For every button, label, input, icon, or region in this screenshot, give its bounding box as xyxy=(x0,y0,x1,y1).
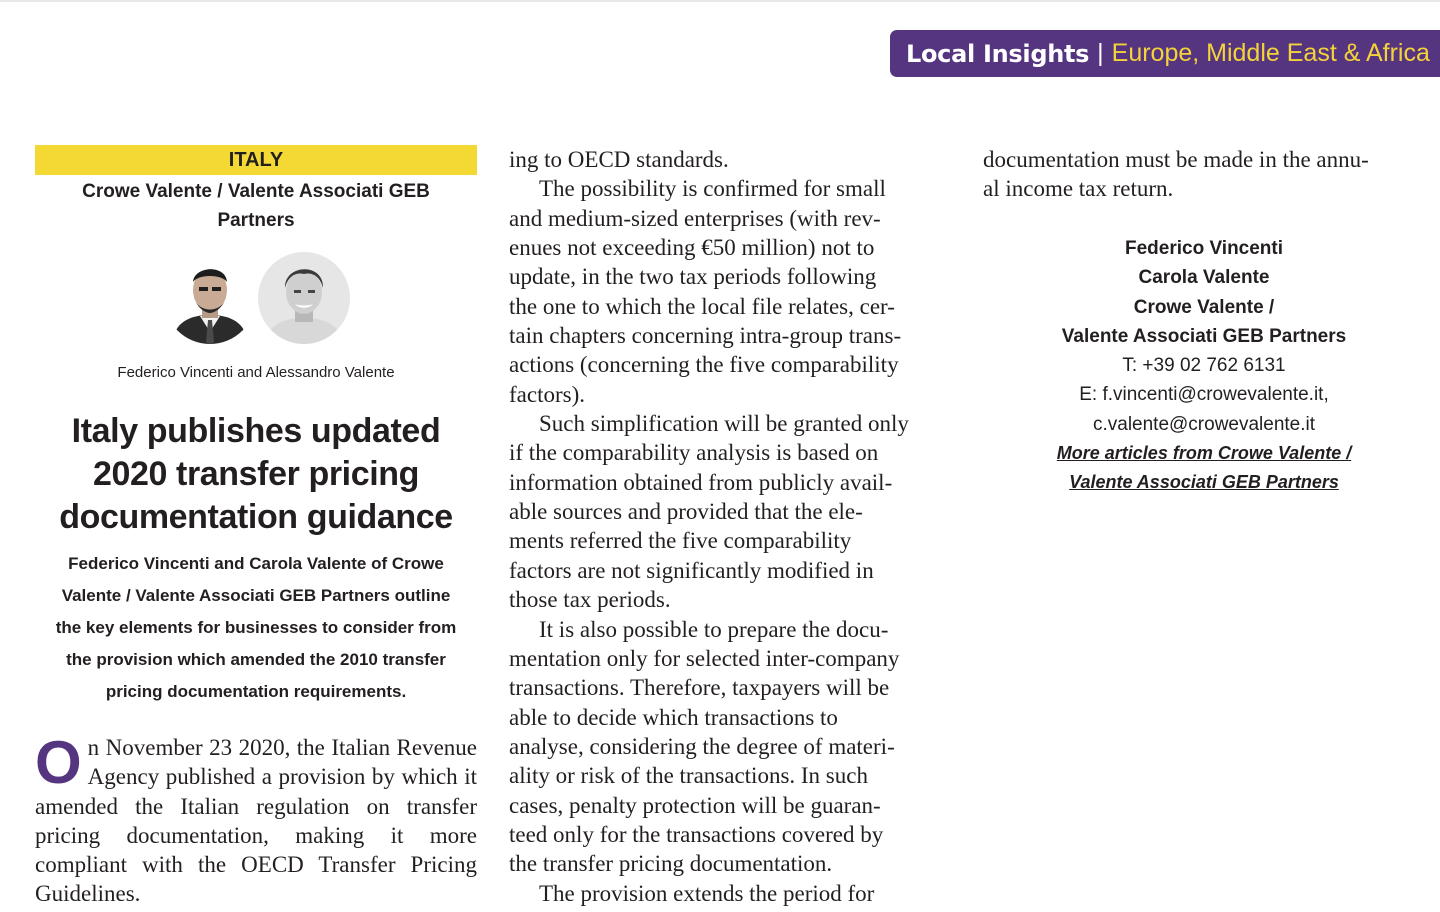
contact-name: Carola Valente xyxy=(1138,267,1270,289)
body-line: analyse, considering the degree of materi- xyxy=(509,733,895,759)
country-label: ITALY xyxy=(35,145,477,175)
standfirst-line: the key elements for businesses to consider from xyxy=(55,618,457,637)
banner-divider: | xyxy=(1097,39,1104,67)
author-photo-federico-vincenti xyxy=(164,252,256,344)
firm-name-line: Partners xyxy=(217,210,295,231)
article-headline xyxy=(35,410,477,539)
body-line: The possibility is confirmed for small xyxy=(539,176,886,202)
body-line: and medium-sized enterprises (with rev- xyxy=(509,205,881,231)
contact-phone: T: +39 02 762 6131 xyxy=(1122,355,1286,377)
firm-name-line: Crowe Valente / Valente Associati GEB xyxy=(82,181,430,202)
body-line: ality or risk of the transactions. In such xyxy=(509,763,868,789)
standfirst-line: pricing documentation requirements. xyxy=(105,682,407,701)
section-title: Local Insights xyxy=(906,39,1090,68)
more-articles-link-line: More articles from Crowe Valente / xyxy=(1056,443,1352,464)
body-line: update, in the two tax periods following xyxy=(509,264,877,290)
body-line: the transfer pricing documentation. xyxy=(509,851,833,877)
body-line: tain chapters concerning intra-group trans- xyxy=(509,323,902,349)
body-line: able sources and provided that the ele- xyxy=(509,499,863,525)
contact-email: E: f.vincenti@crowevalente.it, xyxy=(1079,384,1329,406)
body-line: factors). xyxy=(509,381,585,407)
body-line: factors are not significantly modified in xyxy=(509,557,874,583)
body-line: enues not exceeding €50 million) not to xyxy=(509,235,875,261)
region-title: Europe, Middle East & Africa xyxy=(1111,39,1430,67)
body-line: ing to OECD standards. xyxy=(509,147,729,172)
body-line: able to decide which transactions to xyxy=(509,704,838,730)
body-line: teed only for the transactions covered by xyxy=(509,821,884,847)
contact-name: Federico Vincenti xyxy=(1124,238,1284,259)
author-photo-alessandro-valente xyxy=(258,252,350,344)
more-articles-link[interactable] xyxy=(983,439,1425,468)
intro-text: n November 23 2020, the Italian Revenue Agency published a provision by which it amended the Italian regulation on transfer pricing documentation, making it more compliant with the OECD Transfer Pricing Guidelines. xyxy=(35,735,477,907)
body-line: cases, penalty protection will be guaran- xyxy=(509,792,881,818)
headline-line: documentation guidance xyxy=(59,498,453,536)
body-line: information obtained from publicly avail- xyxy=(509,469,893,495)
body-line: actions (concerning the five comparability xyxy=(509,352,899,378)
body-line: ments referred the five comparability xyxy=(509,528,852,554)
author-contact-block xyxy=(983,234,1425,498)
headline-line: Italy publishes updated xyxy=(71,412,441,450)
body-line: documentation must be made in the annu- xyxy=(983,147,1369,172)
body-line: if the comparability analysis is based on xyxy=(509,440,879,466)
photo-caption: Federico Vincenti and Alessandro Valente xyxy=(117,364,395,381)
body-line: The provision extends the period for xyxy=(539,880,875,906)
body-line: transactions. Therefore, taxpayers will be xyxy=(509,675,890,701)
more-articles-link[interactable] xyxy=(983,468,1425,497)
body-line: those tax periods. xyxy=(509,587,671,613)
article-body-right-column xyxy=(983,145,1425,204)
section-banner xyxy=(890,30,1440,77)
drop-cap: O xyxy=(35,729,82,796)
headline-line: 2020 transfer pricing xyxy=(92,455,420,493)
contact-firm: Valente Associati GEB Partners xyxy=(1061,325,1347,347)
more-articles-link-line: Valente Associati GEB Partners xyxy=(1069,472,1339,493)
body-line: mentation only for selected inter-company xyxy=(509,645,900,671)
top-rule xyxy=(0,0,1440,2)
firm-name xyxy=(40,177,472,235)
body-line: the one to which the local file relates, cer- xyxy=(509,293,895,319)
contact-firm: Crowe Valente / xyxy=(1133,296,1275,318)
article-standfirst xyxy=(35,548,477,708)
article-intro-paragraph xyxy=(35,729,477,909)
body-line: It is also possible to prepare the docu- xyxy=(539,616,889,642)
article-body-middle-column xyxy=(509,145,951,908)
standfirst-line: Federico Vincenti and Carola Valente of Crowe xyxy=(68,554,444,573)
body-line: al income tax return. xyxy=(983,176,1174,202)
standfirst-line: the provision which amended the 2010 transfer xyxy=(66,650,446,669)
contact-email: c.valente@crowevalente.it xyxy=(1092,413,1316,435)
body-line: Such simplification will be granted only xyxy=(539,411,909,437)
standfirst-line: Valente / Valente Associati GEB Partners outline xyxy=(61,586,451,605)
